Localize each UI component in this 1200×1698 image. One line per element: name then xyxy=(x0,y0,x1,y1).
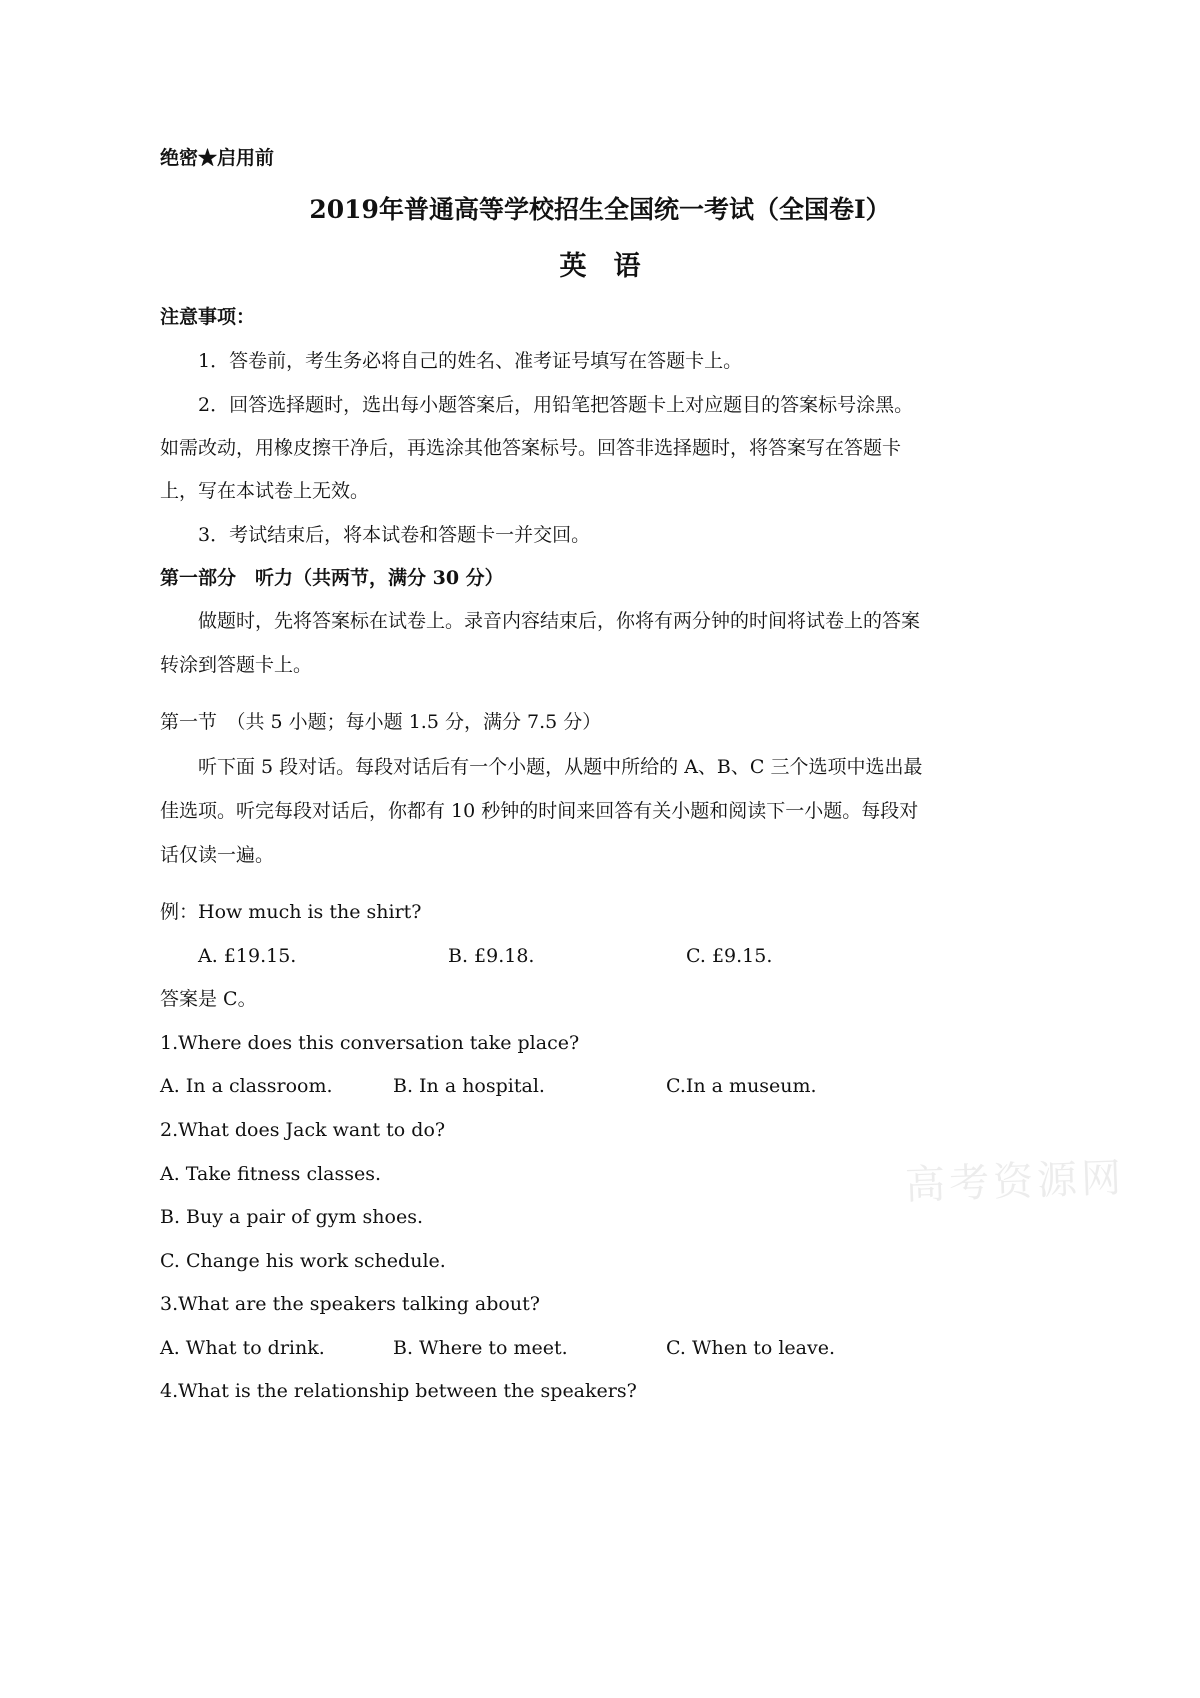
question-4: 4.What is the relationship between the speakers? xyxy=(160,1380,637,1402)
notice-item-3: 3．考试结束后，将本试卷和答题卡一并交回。 xyxy=(198,524,591,546)
question-2-option-b: B. Buy a pair of gym shoes. xyxy=(160,1206,423,1228)
part1-intro-line-2: 转涂到答题卡上。 xyxy=(160,654,313,676)
question-2: 2.What does Jack want to do? xyxy=(160,1119,446,1141)
notice-item-1: 1．答卷前，考生务必将自己的姓名、准考证号填写在答题卡上。 xyxy=(198,350,743,372)
watermark: 高考资源网 xyxy=(904,1155,1126,1209)
secret-mark: 绝密★启用前 xyxy=(160,147,275,169)
section1-instr-line-1: 听下面 5 段对话。每段对话后有一个小题，从题中所给的 A、B、C 三个选项中选出最 xyxy=(198,756,923,778)
section1-heading: 第一节 （共 5 小题；每小题 1.5 分，满分 7.5 分） xyxy=(160,711,602,733)
example-question: 例：How much is the shirt? xyxy=(160,901,422,923)
question-3-option-c: C. When to leave. xyxy=(666,1337,836,1359)
example-option-a: A. £19.15. xyxy=(198,945,297,967)
subject-title: 英 语 xyxy=(559,251,641,282)
example-option-c: C. £9.15. xyxy=(686,945,773,967)
question-2-option-a: A. Take fitness classes. xyxy=(160,1163,382,1185)
question-1: 1.Where does this conversation take place? xyxy=(160,1032,580,1054)
question-1-option-c: C.In a museum. xyxy=(666,1075,817,1097)
question-3-option-a: A. What to drink. xyxy=(160,1337,325,1359)
question-1-option-b: B. In a hospital. xyxy=(393,1075,545,1097)
part1-intro-line-1: 做题时，先将答案标在试卷上。录音内容结束后，你将有两分钟的时间将试卷上的答案 xyxy=(198,610,921,632)
notice-item-2-line-3: 上，写在本试卷上无效。 xyxy=(160,480,370,502)
question-1-option-a: A. In a classroom. xyxy=(160,1075,333,1097)
section1-instr-line-2: 佳选项。听完每段对话后，你都有 10 秒钟的时间来回答有关小题和阅读下一小题。每段对 xyxy=(160,800,919,822)
question-2-option-c: C. Change his work schedule. xyxy=(160,1250,446,1272)
example-option-b: B. £9.18. xyxy=(448,945,535,967)
notice-heading: 注意事项： xyxy=(160,306,256,328)
notice-item-2-line-1: 2．回答选择题时，选出每小题答案后，用铅笔把答题卡上对应题目的答案标号涂黑。 xyxy=(198,394,914,416)
notice-item-2-line-2: 如需改动，用橡皮擦干净后，再选涂其他答案标号。回答非选择题时，将答案写在答题卡 xyxy=(160,437,902,459)
question-3: 3.What are the speakers talking about? xyxy=(160,1293,540,1315)
part1-heading: 第一部分 听力（共两节，满分 30 分） xyxy=(160,567,504,589)
section1-instr-line-3: 话仅读一遍。 xyxy=(160,844,275,866)
question-3-option-b: B. Where to meet. xyxy=(393,1337,568,1359)
exam-title: 2019年普通高等学校招生全国统一考试（全国卷I） xyxy=(309,195,891,224)
example-answer: 答案是 C。 xyxy=(160,988,257,1010)
